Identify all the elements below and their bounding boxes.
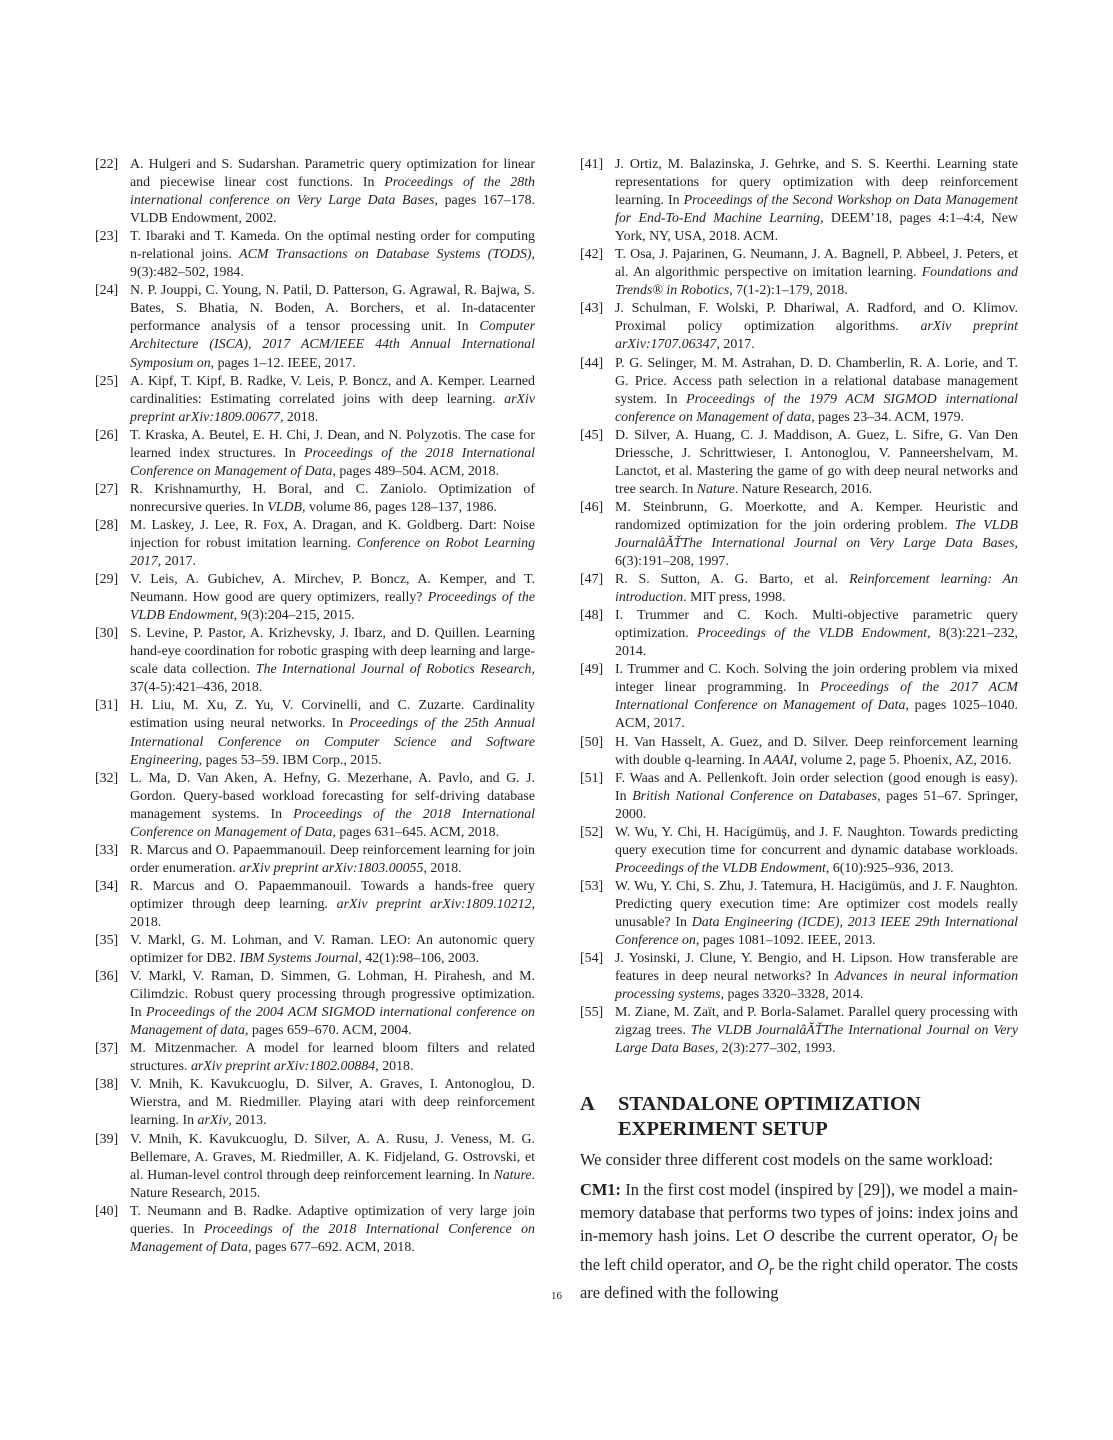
- reference-text: , pages 167–178. VLDB Endowment, 2002.: [130, 193, 535, 227]
- reference-text: , 2018.: [375, 1059, 414, 1075]
- reference-venue: Proceedings of the VLDB Endowment: [696, 626, 928, 642]
- reference-entry: [580, 427, 1018, 499]
- reference-text: S. Levine, P. Pastor, A. Krizhevsky, J. Ibarz, and D. Quillen. Learning hand-eye coordination for robotic grasping with deep learning and large-scale data collection.: [130, 626, 535, 678]
- reference-text: , 9(3):482–502, 1984.: [130, 247, 535, 281]
- reference-text: , pages 1081–1092. IEEE, 2013.: [695, 933, 876, 949]
- reference-venue: Proceedings of the 2018 International Conference on Management of Data: [130, 806, 535, 840]
- reference-text: , pages 53–59. IBM Corp., 2015.: [198, 752, 382, 768]
- reference-entry: [95, 1076, 535, 1130]
- reference-venue: Proceedings of the 2018 International Conference on Management of Data: [130, 1221, 535, 1255]
- reference-text: I. Trummer and C. Koch. Multi-objective parametric query optimization.: [615, 608, 1018, 642]
- reference-venue: AAAI: [763, 752, 794, 768]
- reference-entry: [580, 661, 1018, 733]
- reference-number: [22]: [95, 157, 119, 172]
- reference-text: I. Trummer and C. Koch. Solving the join ordering problem via mixed integer linear programming. In: [615, 662, 1018, 696]
- reference-text: , pages 1025–1040. ACM, 2017.: [615, 698, 1018, 732]
- reference-number: [33]: [95, 842, 119, 858]
- reference-number: [26]: [95, 427, 119, 443]
- intro-paragraph: We consider three different cost models on the same workload:: [580, 1150, 994, 1170]
- section-number: A: [580, 1093, 595, 1116]
- reference-entry: [95, 517, 535, 571]
- reference-number: [52]: [580, 824, 604, 840]
- reference-text: T. Osa, J. Pajarinen, G. Neumann, J. A. Bagnell, P. Abbeel, J. Peters, et al. An algorithmic perspective on imitation learning.: [615, 247, 1018, 281]
- reference-text: . MIT press, 1998.: [683, 590, 786, 606]
- reference-number: [23]: [95, 229, 119, 245]
- reference-venue: Data Engineering (ICDE), 2013 IEEE 29th International Conference on: [615, 914, 1019, 949]
- reference-venue: Foundations and Trends® in Robotics: [615, 265, 1018, 299]
- reference-text: , pages 489–504. ACM, 2018.: [332, 463, 500, 479]
- reference-entry: [95, 282, 535, 372]
- reference-number: [39]: [95, 1131, 119, 1147]
- reference-text: R. Marcus and O. Papaemmanouil. Deep reinforcement learning for join order enumeration.: [130, 842, 535, 876]
- reference-text: , 6(3):191–208, 1997.: [615, 535, 1018, 570]
- reference-text: , 8(3):221–232, 2014.: [615, 626, 1018, 660]
- references-list: [580, 156, 1018, 1058]
- reference-text: V. Leis, A. Gubichev, A. Mirchev, P. Boncz, A. Kemper, and T. Neumann. How good are query optimizers, really?: [130, 572, 535, 606]
- reference-entry: [580, 300, 1018, 354]
- reference-venue: Proceedings of the 28th international conference on Very Large Data Bases: [130, 175, 536, 209]
- reference-text: , pages 3320–3328, 2014.: [720, 987, 864, 1003]
- reference-number: [46]: [580, 499, 604, 515]
- reference-venue: Proceedings of the 2017 ACM International Conference on Management of Data: [615, 680, 1019, 714]
- reference-entry: [95, 770, 535, 842]
- reference-entry: [95, 1131, 535, 1203]
- reference-text: , pages 1–12. IEEE, 2017.: [210, 355, 356, 371]
- reference-entry: [580, 950, 1018, 1004]
- reference-number: [44]: [580, 355, 604, 371]
- reference-number: [35]: [95, 933, 119, 949]
- reference-text: R. S. Sutton, A. G. Barto, et al.: [615, 572, 850, 588]
- reference-entry: [95, 697, 535, 769]
- reference-entry: [580, 607, 1018, 661]
- reference-venue: ACM Transactions on Database Systems (TODS): [239, 247, 532, 263]
- reference-number: [43]: [580, 301, 604, 317]
- reference-text: , 37(4-5):421–436, 2018.: [130, 662, 535, 696]
- reference-number: [38]: [95, 1077, 119, 1093]
- reference-text: , pages 677–692. ACM, 2018.: [248, 1239, 415, 1255]
- reference-number: [51]: [580, 770, 604, 786]
- reference-venue: VLDB: [267, 499, 303, 515]
- reference-text: T. Kraska, A. Beutel, E. H. Chi, J. Dean, and N. Polyzotis. The case for learned index structures. In: [130, 427, 535, 461]
- reference-venue: arXiv preprint arXiv:1809.00677: [130, 391, 535, 425]
- reference-number: [30]: [95, 626, 119, 642]
- reference-text: M. Laskey, J. Lee, R. Fox, A. Dragan, and K. Goldberg. Dart: Noise injection for robust imitation learning.: [130, 517, 535, 551]
- reference-text: T. Neumann and B. Radke. Adaptive optimization of very large join queries. In: [130, 1203, 535, 1237]
- reference-venue: Proceedings of the VLDB Endowment: [130, 590, 535, 624]
- reference-number: [50]: [580, 734, 604, 750]
- reference-text: F. Waas and A. Pellenkoft. Join order selection (good enough is easy). In: [615, 770, 1018, 804]
- reference-text: R. Marcus and O. Papaemmanouil. Towards a hands-free query optimizer through deep learning.: [130, 878, 535, 912]
- cm1-label: CM1:: [580, 1180, 621, 1200]
- references-right-column: [580, 156, 1018, 1311]
- reference-number: [24]: [95, 283, 119, 299]
- reference-venue: The International Journal of Robotics Research: [255, 662, 532, 678]
- reference-entry: [95, 1040, 535, 1076]
- reference-text: V. Mnih, K. Kavukcuoglu, D. Silver, A. Graves, I. Antonoglou, D. Wierstra, and M. Riedmiller. Playing atari with deep reinforcement learning. In: [130, 1077, 535, 1129]
- reference-text: N. P. Jouppi, C. Young, N. Patil, D. Patterson, G. Agrawal, R. Bajwa, S. Bates, S. Bhatia, N. Boden, A. Borchers, et al. In-datacenter performance analysis of a tensor processing unit. In: [130, 283, 535, 335]
- reference-entry: [580, 734, 1018, 770]
- reference-number: [49]: [580, 662, 604, 678]
- reference-venue: Advances in neural information processing systems: [615, 969, 1019, 1003]
- math-O-r: O: [756, 1254, 769, 1274]
- reference-venue: arXiv preprint arXiv:1809.10212: [336, 896, 532, 912]
- reference-venue: The VLDB JournalâĂŤThe International Journal on Very Large Data Bases: [615, 517, 1018, 551]
- reference-venue: British National Conference on Databases: [632, 788, 878, 804]
- reference-venue: arXiv preprint arXiv:1707.06347: [615, 319, 1018, 353]
- reference-text: , 2018.: [130, 896, 535, 930]
- reference-entry: [95, 1203, 535, 1257]
- reference-venue: arXiv preprint arXiv:1802.00884: [190, 1059, 376, 1075]
- math-subscript-l: l: [993, 1233, 997, 1249]
- reference-entry: [580, 1004, 1018, 1058]
- reference-text: , pages 23–34. ACM, 1979.: [811, 409, 965, 425]
- reference-text: V. Markl, V. Raman, D. Simmen, G. Lohman, H. Pirahesh, and M. Cilimdzic. Robust query processing through progressive optimization. In: [130, 969, 535, 1021]
- reference-text: W. Wu, Y. Chi, S. Zhu, J. Tatemura, H. Hacigümüs, and J. F. Naughton. Predicting query execution time: Are optimizer cost models really unusable? In: [615, 878, 1018, 930]
- reference-number: [42]: [580, 247, 604, 263]
- reference-text: M. Ziane, M. Zaït, and P. Borla-Salamet. Parallel query processing with zigzag trees.: [615, 1005, 1018, 1039]
- reference-number: [34]: [95, 878, 119, 894]
- reference-text: H. Liu, M. Xu, Z. Yu, V. Corvinelli, and C. Zuzarte. Cardinality estimation using neural networks. In: [130, 698, 535, 732]
- reference-number: [40]: [95, 1203, 119, 1219]
- reference-venue: Nature: [493, 1167, 532, 1183]
- reference-number: [53]: [580, 878, 604, 894]
- cm1-text: be the left child operator, and: [580, 1226, 1018, 1274]
- reference-text: , pages 51–67. Springer, 2000.: [615, 788, 1018, 822]
- reference-entry: [95, 842, 535, 878]
- reference-number: [27]: [95, 481, 119, 497]
- math-subscript-r: r: [768, 1261, 775, 1277]
- reference-venue: Proceedings of the 1979 ACM SIGMOD international conference on Management of data: [615, 391, 1019, 425]
- reference-venue: Proceedings of the VLDB Endowment: [615, 860, 826, 876]
- reference-venue: arXiv: [197, 1113, 229, 1129]
- reference-entry: [580, 355, 1018, 427]
- reference-text: M. Steinbrunn, G. Moerkotte, and A. Kemper. Heuristic and randomized optimization for the join ordering problem.: [615, 499, 1018, 533]
- reference-text: . Nature Research, 2016.: [734, 481, 873, 497]
- reference-entry: [95, 625, 535, 697]
- reference-number: [37]: [95, 1041, 119, 1057]
- cm1-text: describe the current operator,: [774, 1226, 982, 1246]
- reference-text: R. Krishnamurthy, H. Boral, and C. Zaniolo. Optimization of nonrecursive queries. In: [130, 481, 535, 515]
- reference-venue: Reinforcement learning: An introduction: [615, 572, 1018, 606]
- reference-text: , pages 659–670. ACM, 2004.: [244, 1023, 412, 1039]
- reference-entry: [95, 228, 535, 282]
- reference-number: [29]: [95, 572, 119, 588]
- reference-entry: [95, 878, 535, 932]
- reference-venue: Computer Architecture (ISCA), 2017 ACM/IEEE 44th Annual International Symposium on: [130, 319, 535, 371]
- reference-text: , pages 631–645. ACM, 2018.: [332, 824, 500, 840]
- references-left-column: [95, 156, 535, 1257]
- reference-number: [25]: [95, 373, 119, 389]
- reference-entry: [95, 932, 535, 968]
- reference-entry: [95, 373, 535, 427]
- reference-text: , 6(10):925–936, 2013.: [825, 860, 954, 876]
- reference-text: , 9(3):204–215, 2015.: [233, 608, 355, 624]
- reference-text: M. Mitzenmacher. A model for learned bloom filters and related structures.: [130, 1041, 535, 1075]
- reference-entry: [95, 481, 535, 517]
- reference-entry: [580, 499, 1018, 571]
- reference-text: W. Wu, Y. Chi, H. Hacígümüş, and J. F. Naughton. Towards predicting query execution time for concurrent and dynamic database workloads.: [615, 824, 1018, 858]
- reference-entry: [95, 571, 535, 625]
- reference-venue: Proceedings of the Second Workshop on Data Management for End-To-End Machine Learning: [615, 193, 1019, 227]
- reference-number: [48]: [580, 608, 604, 624]
- reference-text: T. Ibaraki and T. Kameda. On the optimal nesting order for computing n-relational joins.: [130, 229, 535, 263]
- cm1-paragraph: [580, 1178, 1018, 1304]
- reference-text: J. Schulman, F. Wolski, P. Dhariwal, A. Radford, and O. Klimov. Proximal policy optimization algorithms.: [615, 301, 1018, 335]
- page-number: 16: [551, 1290, 562, 1302]
- reference-text: A. Hulgeri and S. Sudarshan. Parametric query optimization for linear and piecewise linear cost functions. In: [130, 157, 535, 191]
- reference-entry: [580, 770, 1018, 824]
- reference-text: , 2018.: [423, 860, 462, 876]
- reference-text: , 2013.: [228, 1113, 267, 1129]
- reference-venue: Conference on Robot Learning 2017: [130, 535, 536, 570]
- reference-venue: Proceedings of the 2004 ACM SIGMOD international conference on Management of data: [130, 1005, 535, 1039]
- reference-number: [31]: [95, 698, 119, 714]
- reference-text: , DEEM’18, pages 4:1–4:4, New York, NY, USA, 2018. ACM.: [615, 211, 1019, 245]
- reference-number: [32]: [95, 770, 119, 786]
- reference-number: [55]: [580, 1005, 604, 1021]
- reference-text: J. Ortiz, M. Balazinska, J. Gehrke, and S. S. Keerthi. Learning state representations for query optimization with deep reinforcement learning. In: [615, 157, 1018, 209]
- math-O-l: O: [981, 1226, 994, 1246]
- reference-venue: Proceedings of the 2018 International Conference on Management of Data: [130, 445, 535, 479]
- reference-number: [45]: [580, 427, 604, 443]
- reference-text: , 2018.: [279, 409, 319, 425]
- reference-number: [36]: [95, 969, 119, 985]
- reference-text: , 2017.: [157, 554, 196, 570]
- appendix-heading: [580, 1092, 1018, 1142]
- reference-text: , volume 2, page 5. Phoenix, AZ, 2016.: [793, 752, 1012, 768]
- math-O: O: [762, 1226, 775, 1246]
- reference-text: , 2(3):277–302, 1993.: [714, 1041, 836, 1057]
- reference-text: L. Ma, D. Van Aken, A. Hefny, G. Mezerhane, A. Pavlo, and G. J. Gordon. Query-based workload forecasting for self-driving database management systems. In: [130, 770, 535, 822]
- reference-text: . Nature Research, 2015.: [130, 1167, 535, 1201]
- reference-text: , 7(1-2):1–179, 2018.: [729, 283, 848, 299]
- reference-text: D. Silver, A. Huang, C. J. Maddison, A. Guez, L. Sifre, G. Van Den Driessche, J. Schrittwieser, I. Antonoglou, V. Panneershelvam, M. Lanctot, et al. Mastering the game of go with deep neural networks and tree search. In: [615, 427, 1018, 497]
- reference-entry: [580, 571, 1018, 607]
- reference-entry: [580, 246, 1018, 300]
- reference-venue: IBM Systems Journal: [239, 951, 359, 967]
- reference-number: [54]: [580, 951, 604, 967]
- reference-entry: [95, 156, 535, 228]
- reference-entry: [95, 968, 535, 1040]
- reference-text: V. Mnih, K. Kavukcuoglu, D. Silver, A. A. Rusu, J. Veness, M. G. Bellemare, A. Graves, M. Riedmiller, A. K. Fidjeland, G. Ostrovski, et al. Human-level control through deep reinforcement learning. In: [130, 1131, 535, 1183]
- reference-number: [47]: [580, 572, 604, 588]
- reference-venue: Proceedings of the 25th Annual International Conference on Computer Science and Software Engineering: [130, 716, 535, 768]
- reference-venue: Nature: [696, 481, 735, 497]
- section-title: STANDALONE OPTIMIZATION EXPERIMENT SETUP: [618, 1093, 921, 1141]
- reference-number: [41]: [580, 157, 604, 172]
- reference-text: A. Kipf, T. Kipf, B. Radke, V. Leis, P. Boncz, and A. Kemper. Learned cardinalities: Estimating correlated joins with deep learning.: [130, 373, 535, 407]
- cm1-text: In the first cost model (inspired by [29]), we model a main-memory database that performs two types of joins: index joins and in-memory hash joins. Let: [580, 1180, 1018, 1246]
- cm1-text: be the right child operator. The costs are defined with the following: [580, 1254, 1018, 1302]
- reference-entry: [580, 878, 1018, 950]
- reference-entry: [95, 427, 535, 481]
- reference-text: P. G. Selinger, M. M. Astrahan, D. D. Chamberlin, R. A. Lorie, and T. G. Price. Access path selection in a relational database management system. In: [615, 355, 1018, 407]
- reference-text: H. Van Hasselt, A. Guez, and D. Silver. Deep reinforcement learning with double q-learning. In: [615, 734, 1018, 768]
- reference-text: , 42(1):98–106, 2003.: [358, 951, 480, 967]
- reference-venue: arXiv preprint arXiv:1803.00055: [239, 860, 424, 876]
- reference-text: , 2017.: [716, 337, 755, 353]
- reference-entry: [580, 824, 1018, 878]
- reference-text: J. Yosinski, J. Clune, Y. Bengio, and H. Lipson. How transferable are features in deep neural networks? In: [615, 951, 1018, 985]
- reference-text: , volume 86, pages 128–137, 1986.: [302, 499, 497, 515]
- reference-number: [28]: [95, 517, 119, 533]
- reference-entry: [580, 156, 1018, 246]
- reference-text: V. Markl, G. M. Lohman, and V. Raman. LEO: An autonomic query optimizer for DB2.: [130, 933, 535, 967]
- reference-venue: The VLDB JournalâĂŤThe International Journal on Very Large Data Bases: [615, 1023, 1018, 1057]
